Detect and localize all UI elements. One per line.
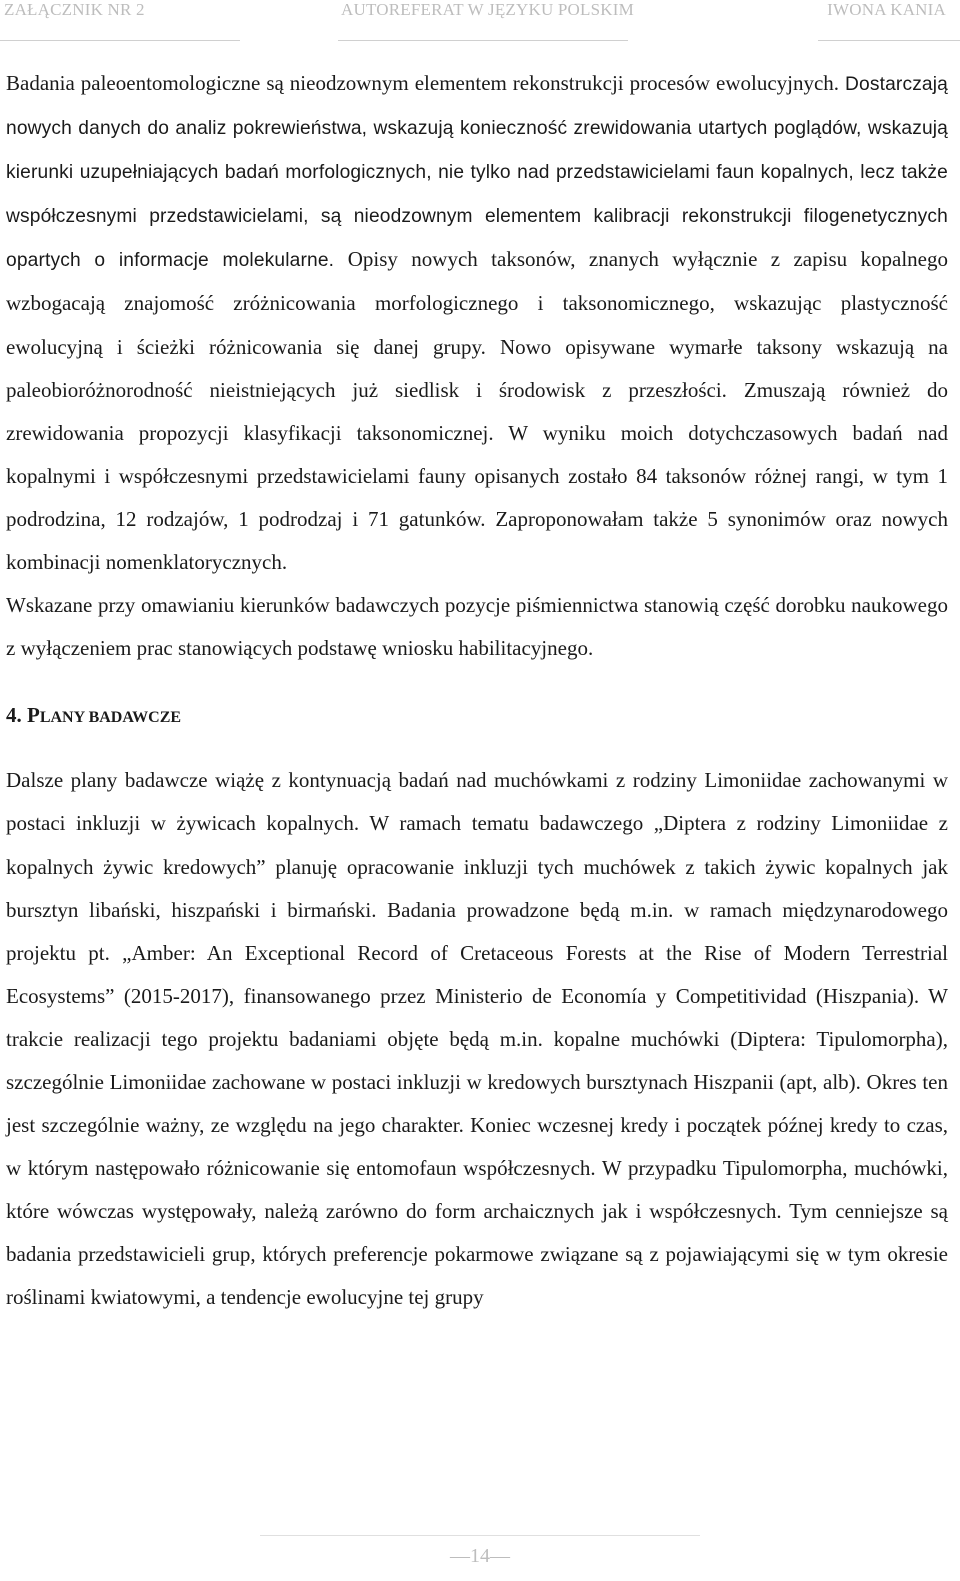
- document-body: [6, 62, 948, 1320]
- header-center: AUTOREFERAT W JĘZYKU POLSKIM: [341, 0, 634, 19]
- header-rule-center: [338, 40, 628, 41]
- section-title: [6, 700, 948, 733]
- section-number: 4. P: [6, 703, 40, 728]
- paragraph-1: [6, 62, 948, 584]
- header-rule-left: [0, 40, 240, 41]
- paragraph-1-part-a: Badania paleoentomologiczne są nieodzownym elementem rekonstrukcji procesów ewolucyjnych.: [6, 71, 846, 95]
- section-title-text: LANY BADAWCZE: [39, 709, 182, 727]
- header-rule-right: [818, 40, 960, 41]
- paragraph-2: Wskazane przy omawianiu kierunków badawczych pozycje piśmiennictwa stanowią część dorobku naukowego z wyłączeniem prac stanowiących podstawę wniosku habilitacyjnego.: [6, 593, 948, 661]
- header-right: IWONA KANIA: [827, 0, 946, 19]
- footer-rule: [260, 1535, 700, 1536]
- paragraph-3: Dalsze plany badawcze wiążę z kontynuacją badań nad muchówkami z rodziny Limoniidae zachowanymi w postaci inkluzji w żywicach kopalnych. W ramach tematu badawczego „Diptera z rodziny Limoniidae z kopalnych żywic kredowych” planuję opracowanie inkluzji tych muchówek z takich żywic kopalnych jak bursztyn libański, hiszpański i birmański. Badania prowadzone będą m.in. w ramach międzynarodowego projektu pt. „Amber: An Exceptional Record of Cretaceous Forests at the Rise of Modern Terrestrial Ecosystems” (2015-2017), finansowanego przez Ministerio de Economía y Competitividad (Hiszpania). W trakcie realizacji tego projektu badaniami objęte będą m.in. kopalne muchówki (Diptera: Tipulomorpha), szczególnie Limoniidae zachowane w postaci inkluzji w kredowych bursztynach Hiszpanii (apt, alb). Okres ten jest szczególnie ważny, ze względu na jego charakter. Koniec wczesnej kredy i początek późnej kredy to czas, w którym następowało różnicowanie się entomofaun współczesnych. W przypadku Tipulomorpha, muchówki, które wówczas występowały, należą zarówno do form archaicznych jak i współczesnych. Tym cenniejsze są badania przedstawicieli grup, których preferencje pokarmowe związane są z pojawiającymi się w tym okresie roślinami kwiatowymi, a tendencje ewolucyjne tej grupy: [6, 768, 948, 1310]
- paragraph-1-part-sans: Dostarczają nowych danych do analiz pokrewieństwa, wskazują konieczność zrewidowania utartych poglądów, wskazują kierunki uzupełniających badań morfologicznych, nie tylko nad przedstawicielami faun kopalnych, lecz także współczesnymi przedstawicielami, są nieodzownym elementem kalibracji rekonstrukcji filogenetycznych opartych o informacje molekularne.: [6, 74, 948, 272]
- page-number: —14—: [450, 1545, 510, 1567]
- header-left: ZAŁĄCZNIK NR 2: [4, 0, 145, 19]
- paragraph-1-part-b: Opisy nowych taksonów, znanych wyłącznie z zapisu kopalnego wzbogacają znajomość zróżnicowania morfologicznego i taksonomicznego, wskazując plastyczność ewolucyjną i ścieżki różnicowania się danej grupy. Nowo opisywane wymarłe taksony wskazują na paleobioróżnorodność nieistniejących już siedlisk i środowisk z przeszłości. Zmuszają również do zrewidowania propozycji klasyfikacji taksonomicznej. W wyniku moich dotychczasowych badań nad kopalnymi i współczesnymi przedstawicielami fauny opisanych zostało 84 taksonów różnej rangi, w tym 1 podrodzina, 12 rodzajów, 1 podrodzaj i 71 gatunków. Zaproponowałam także 5 synonimów oraz nowych kombinacji nomenklatorycznych.: [6, 247, 948, 575]
